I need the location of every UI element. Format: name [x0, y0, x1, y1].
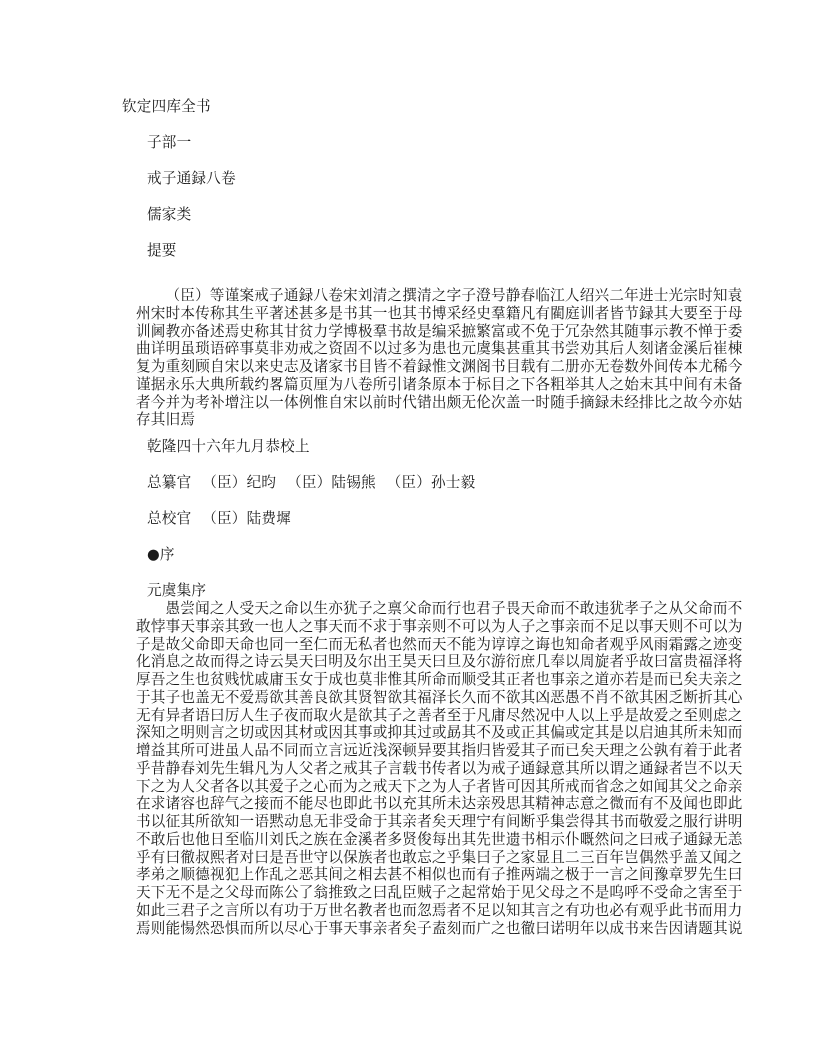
preface-line: 增益其所可进虽人品不同而立言远近浅深顿异要其指归皆爱其子而已矣天理之公孰有着于此者: [136, 742, 743, 759]
preface-line: 天下无不是之父母而陈公了翁推致之曰乱臣贼子之起常始于见父母之不是呜呼不受命之害至于: [136, 884, 743, 901]
collection-title: 钦定四库全书: [122, 98, 211, 115]
preface-line: 如此三君子之言所以有功于万世名教者也而忽焉者不足以知其言之有功也必有观乎此书而用力: [136, 901, 743, 919]
preface-line: 书以征其所欲知一语黙动息无非受命于其亲者矣天理宁有间断乎集尝得其书而敬爱之服行讲明: [136, 813, 743, 830]
summary-line: （臣）等谨案戒子通録八卷宋刘清之撰清之字子澄号静春临江人绍兴二年进士光宗时知袁: [165, 287, 743, 304]
preface-line: 厚吾之生也贫贱忧戚庸玉女于成也莫非惟其所命而顺受其正者也事亲之道亦若是而已矣夫亲之: [136, 671, 743, 688]
summary-line: 州宋时本传称其生平著述甚多是书其一也其书博采经史羣籍凡有閵庭训者皆节録其大要至于母: [136, 304, 743, 322]
summary-line: 曲详明虽琐语碎事莫非劝戒之资固不以过多为患也元虞集甚重其书尝劝其后人刻诸金溪后崔棟: [136, 340, 743, 358]
preface-line: 化消息之故而得之诗云昊天曰明及尔出王昊天曰旦及尔游衍庶几奉以周旋者乎故曰富贵福泽将: [136, 653, 743, 671]
category-label: 儒家类: [147, 206, 192, 223]
preface-marker: ●序: [147, 546, 175, 563]
preface-line: 愚尝闻之人受天之命以生亦犹子之禀父命而行也君子畏天命而不敢违犹孝子之从父命而不: [165, 600, 743, 617]
preface-line: 敢悖事天事亲其致一也人之事天而不求于事亲则不可以为人子之事亲而不足以事天则不可以为: [136, 617, 743, 635]
preface-line: 无有异者语曰厉人生子夜而取火是欲其子之善者至于凡庸尽然况中人以上乎是故爱之至则虑之: [136, 706, 743, 724]
preface-title: 元虞集序: [147, 582, 207, 599]
summary-line: 者今并为考补增注以一体例惟自宋以前时代错出颇无伦次盖一时随手摘録未经排比之故今亦姑: [136, 393, 743, 411]
preface-line: 乎昔静春刘先生辑凡为人父者之戒其子言载书传者以为戒子通録意其所以谓之通録者岂不以天: [136, 759, 743, 777]
preface-line: 乎有曰徹叔熙者对曰是吾世守以保族者也敢忘之乎集曰子之家显且二三百年岂偶然乎盖又闻之: [136, 848, 743, 866]
chief-proofreader-line: 总校官 （臣）陆费墀: [147, 510, 291, 527]
preface-line: 不敢后也他日至临川刘氏之族在金溪者多贤俊每出其先世遗书相示仆嘅然问之曰戒子通録无恙: [136, 830, 743, 848]
section-label: 子部一: [147, 134, 192, 151]
preface-line: 在求诸容也辞气之接而不能尽也即此书以充其所未达亲殁思其精神志意之微而有不及闻也即此: [136, 795, 743, 813]
preface-line: 于其子也盖无不爱焉欲其善良欲其贤智欲其福泽长久而不欲其凶恶愚不肖不欲其困乏断折其心: [136, 688, 743, 706]
preface-line: 子是故父命即天命也同一至仁而无私者也然而天不能为谆谆之诲也知命者观乎风雨霜露之迹变: [136, 635, 743, 653]
summary-line: 复为重刻顾自宋以来史志及诸家书目皆不着録惟文渊阁书目载有二册亦无卷数外间传本尤稀今: [136, 358, 743, 375]
summary-line: 存其旧焉: [136, 411, 196, 429]
date-line: 乾隆四十六年九月恭校上: [147, 438, 310, 455]
preface-line: 焉则能愓然恐惧而所以尽心于事天事亲者矣子盍刻而广之也徹曰诺明年以成书来告因请题其说: [136, 919, 743, 937]
summary-paragraph: [136, 287, 743, 429]
preface-paragraph: [136, 600, 743, 937]
summary-heading: 提要: [147, 242, 177, 259]
preface-line: 孝弟之顺德视犯上作乱之恶其间之相去甚不相似也而有子推两端之极于一言之间豫章罗先生曰: [136, 866, 743, 884]
summary-line: 谨据永乐大典所载约畧篇页厘为八卷所引诸条原本于标目之下各粗举其人之始末其中间有未备: [136, 375, 743, 393]
summary-line: 训阃教亦备述焉史称其甘贫力学博极羣书故是编采摭繁富或不免于冗杂然其随事示教不惮于委: [136, 322, 743, 340]
preface-line: 深知之明则言之切或因其材或因其事或抑其过或勗其不及或正其偏或定其是以启迪其所未知而: [136, 724, 743, 742]
book-title: 戒子通録八卷: [147, 170, 236, 187]
preface-line: 下之为人父者各以其爱子之心而为之戒天下之为人子者皆可因其所戒而省念之如闻其父之命亲: [136, 777, 743, 795]
chief-compilers-line: 总纂官 （臣）纪昀 （臣）陆锡熊 （臣）孙士毅: [147, 474, 476, 491]
